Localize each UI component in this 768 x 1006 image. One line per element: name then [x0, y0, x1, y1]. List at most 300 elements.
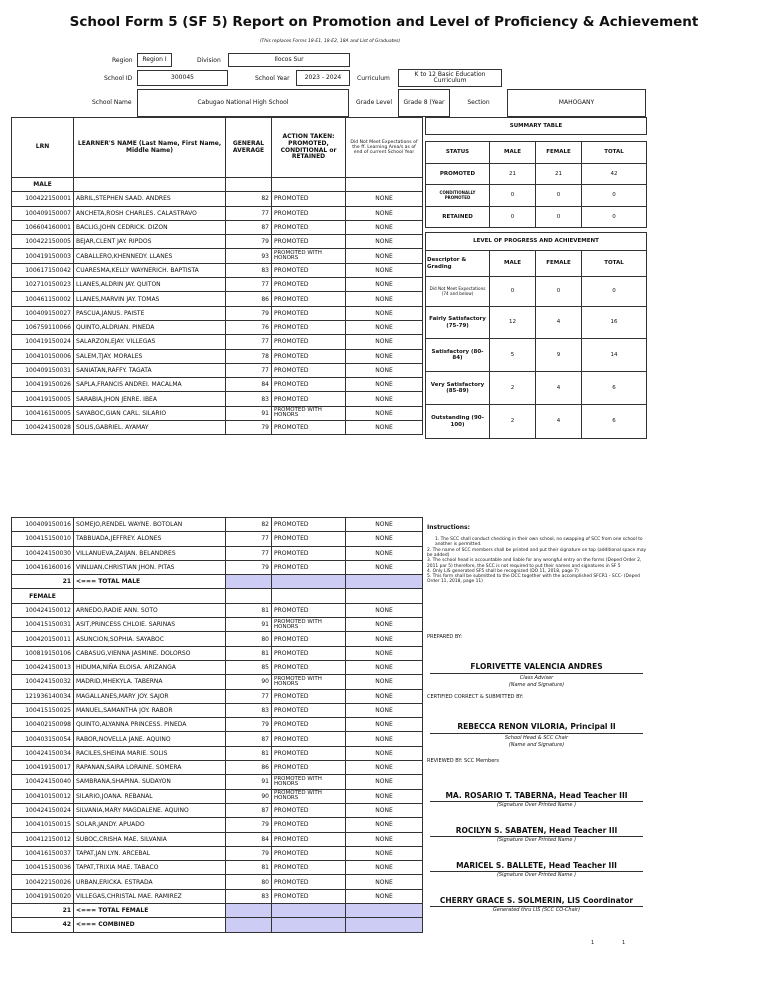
- learner-name: SALARZON,EJAY. VILLEGAS: [74, 335, 226, 349]
- head-line: [430, 733, 643, 734]
- total-female-row: [12, 904, 423, 918]
- learner-lrn: 100419150026: [12, 378, 74, 392]
- learner-action: PROMOTED: [272, 518, 346, 532]
- progress-total: 14: [582, 339, 647, 372]
- instruction-item: 4. Only LIS generated SF5 shall be recognized (DO 11, 2018, page 7): [427, 568, 579, 574]
- learner-lrn: 100410150006: [12, 349, 74, 363]
- learner-action: PROMOTED: [272, 349, 346, 363]
- learner-lrn: 121936140034: [12, 689, 74, 703]
- learner-not-met: NONE: [346, 560, 423, 574]
- learner-not-met: NONE: [346, 803, 423, 817]
- learner-average: 87: [226, 220, 272, 234]
- learner-lrn: 100424150028: [12, 421, 74, 435]
- combined-row: [12, 918, 423, 932]
- learner-row: [12, 861, 423, 875]
- learner-lrn: 100424150034: [12, 746, 74, 760]
- learner-not-met: NONE: [346, 220, 423, 234]
- learner-not-met: NONE: [346, 392, 423, 406]
- learner-name: TAPAT,TRIXIA MAE. TABACO: [74, 861, 226, 875]
- adviser-line: [430, 673, 643, 674]
- learner-action: PROMOTED: [272, 889, 346, 903]
- reviewed-label: REVIEWED BY: SCC Members: [427, 758, 499, 764]
- summary-status: CONDITIONALLY PROMOTED: [426, 185, 490, 207]
- learner-name: ANCHETA,ROSH CHARLES. CALASTRAVO: [74, 206, 226, 220]
- form-subtitle: (This replaces Forms 18-E1, 18-E2, 18A and List of Graduates): [259, 39, 401, 44]
- learner-action: PROMOTED: [272, 832, 346, 846]
- learner-average: 90: [226, 675, 272, 689]
- learner-action: PROMOTED WITH HONORS: [272, 789, 346, 803]
- col-lrn: LRN: [12, 118, 74, 178]
- progress-row: [426, 405, 647, 439]
- learner-action: PROMOTED: [272, 263, 346, 277]
- progress-female: 0: [536, 277, 582, 307]
- learner-not-met: NONE: [346, 718, 423, 732]
- page-total: 1: [622, 940, 626, 946]
- instruction-item: 5. This form shall be submitted to the DCC together with the accomplished SFCR1 - SCC- (Deped Order 11, 2018, page 11): [427, 574, 640, 585]
- learner-lrn: 100461150002: [12, 292, 74, 306]
- learner-not-met: NONE: [346, 306, 423, 320]
- school-name-label: School Name: [92, 99, 132, 106]
- learner-not-met: NONE: [346, 532, 423, 546]
- progress-total: 6: [582, 405, 647, 439]
- summary-total: 0: [582, 185, 647, 207]
- progress-male: 0: [490, 277, 536, 307]
- learner-name: QUINTO,ALYANNA PRINCESS. PINEDA: [74, 718, 226, 732]
- progress-male: 2: [490, 372, 536, 405]
- learner-lrn: 100415150031: [12, 618, 74, 632]
- progress-col-female: FEMALE: [536, 251, 582, 277]
- learner-row: [12, 292, 423, 306]
- learner-lrn: 100410150012: [12, 789, 74, 803]
- learner-average: 87: [226, 732, 272, 746]
- col-name: LEARNER'S NAME (Last Name, First Name, Middle Name): [74, 118, 226, 178]
- progress-row: [426, 339, 647, 372]
- learner-row: [12, 421, 423, 435]
- total-male-row-cell: [272, 575, 346, 589]
- learner-name: CABALLERO,KHENNEDY. LLANES: [74, 249, 226, 263]
- learner-row: [12, 761, 423, 775]
- learner-name: SAPLA,FRANCIS ANDREI. MACALMA: [74, 378, 226, 392]
- division-label: Division: [197, 57, 221, 64]
- division-field: Ilocos Sur: [228, 53, 350, 67]
- curriculum-field: K to 12 Basic Education Curriculum: [398, 69, 502, 87]
- learner-name: ASUNCION,SOPHIA. SAYABOC: [74, 632, 226, 646]
- scc-member-2-sub: (Signature Over Printed Name ): [496, 837, 577, 843]
- learner-not-met: NONE: [346, 378, 423, 392]
- learner-action: PROMOTED: [272, 206, 346, 220]
- learner-average: 86: [226, 292, 272, 306]
- learner-name: LLANES,MARVIN JAY. TOMAS: [74, 292, 226, 306]
- learner-lrn: 100422150026: [12, 875, 74, 889]
- learner-action: PROMOTED: [272, 278, 346, 292]
- learner-action: PROMOTED: [272, 646, 346, 660]
- learner-row: [12, 718, 423, 732]
- learner-lrn: 100415150010: [12, 532, 74, 546]
- total-male-row-cell: [346, 575, 423, 589]
- learner-average: 81: [226, 746, 272, 760]
- learner-lrn: 100402150098: [12, 718, 74, 732]
- learner-average: 83: [226, 392, 272, 406]
- learner-lrn: 100424150030: [12, 546, 74, 560]
- learner-lrn: 100419150005: [12, 392, 74, 406]
- learner-action: PROMOTED WITH HONORS: [272, 406, 346, 420]
- learner-average: 77: [226, 335, 272, 349]
- learner-row: [12, 546, 423, 560]
- learner-not-met: NONE: [346, 746, 423, 760]
- learner-name: SALEM,TJAY. MORALES: [74, 349, 226, 363]
- adviser-name: FLORIVETTE VALENCIA ANDRES: [470, 662, 603, 671]
- summary-col-female: FEMALE: [536, 142, 582, 164]
- female-group-row-cell: [272, 589, 346, 603]
- grade-level-field: Grade 8 (Year: [398, 89, 450, 117]
- progress-col-male: MALE: [490, 251, 536, 277]
- learner-average: 79: [226, 560, 272, 574]
- grade-level-label: Grade Level: [355, 98, 393, 106]
- page-number: 1: [591, 940, 595, 946]
- learner-average: 81: [226, 603, 272, 617]
- learner-not-met: NONE: [346, 789, 423, 803]
- learner-lrn: 106604160001: [12, 220, 74, 234]
- learner-lrn: 100410150015: [12, 818, 74, 832]
- learner-action: PROMOTED: [272, 378, 346, 392]
- learner-average: 91: [226, 618, 272, 632]
- learner-lrn: 100409150031: [12, 363, 74, 377]
- learner-average: 77: [226, 532, 272, 546]
- learner-not-met: NONE: [346, 263, 423, 277]
- learner-row: [12, 532, 423, 546]
- learner-row: [12, 235, 423, 249]
- learner-action: PROMOTED: [272, 235, 346, 249]
- progress-total: 16: [582, 307, 647, 339]
- progress-female: 4: [536, 307, 582, 339]
- learner-row: [12, 560, 423, 574]
- total-male-row-count: 21: [12, 575, 74, 589]
- learner-row: [12, 335, 423, 349]
- learner-average: 77: [226, 546, 272, 560]
- learner-row: [12, 306, 423, 320]
- learner-action: PROMOTED: [272, 818, 346, 832]
- learner-name: MADRID,MHEKYLA. TABERNA: [74, 675, 226, 689]
- learner-name: QUINTO,ALDRIAN. PINEDA: [74, 320, 226, 334]
- total-male-row: [12, 575, 423, 589]
- scc-member-2-name: ROCILYN S. SABATEN, Head Teacher III: [455, 826, 618, 835]
- col-action: ACTION TAKEN: PROMOTED, CONDITIONAL or RETAINED: [272, 118, 346, 178]
- learner-average: 77: [226, 689, 272, 703]
- learner-average: 79: [226, 718, 272, 732]
- learners-table-part1: [11, 117, 423, 435]
- progress-row: [426, 277, 647, 307]
- learner-row: [12, 818, 423, 832]
- summary-female: 21: [536, 164, 582, 185]
- learner-not-met: NONE: [346, 875, 423, 889]
- learner-name: SANIATAN,RAFFY. TAGATA: [74, 363, 226, 377]
- learner-lrn: 100424150032: [12, 675, 74, 689]
- learner-action: PROMOTED: [272, 732, 346, 746]
- learner-name: URBAN,ERICKA. ESTRADA: [74, 875, 226, 889]
- learner-action: PROMOTED: [272, 761, 346, 775]
- progress-desc: Did Not Meet Expectations (74 and below): [426, 277, 490, 307]
- learner-not-met: NONE: [346, 703, 423, 717]
- learner-not-met: NONE: [346, 192, 423, 206]
- progress-row: [426, 307, 647, 339]
- learner-lrn: 100419150003: [12, 249, 74, 263]
- learner-action: PROMOTED: [272, 861, 346, 875]
- male-group-label: MALE: [12, 178, 74, 192]
- learner-row: [12, 192, 423, 206]
- learner-action: PROMOTED: [272, 292, 346, 306]
- learner-action: PROMOTED: [272, 689, 346, 703]
- learner-action: PROMOTED WITH HONORS: [272, 618, 346, 632]
- learner-row: [12, 220, 423, 234]
- instructions: [427, 524, 647, 585]
- learner-name: SAYABOC,GIAN CARL. SILARIO: [74, 406, 226, 420]
- progress-col-total: TOTAL: [582, 251, 647, 277]
- learner-row: [12, 632, 423, 646]
- learner-name: RAPANAN,SAIRA LORAINE. SOMERA: [74, 761, 226, 775]
- scc-member-3-name: MARICEL S. BALLETE, Head Teacher III: [456, 861, 617, 870]
- learner-lrn: 100416160016: [12, 560, 74, 574]
- learner-action: PROMOTED: [272, 875, 346, 889]
- learner-action: PROMOTED: [272, 363, 346, 377]
- learner-lrn: 106759110066: [12, 320, 74, 334]
- learner-name: PASCUA,JANUS. PAISTE: [74, 306, 226, 320]
- summary-title: SUMMARY TABLE: [426, 118, 647, 135]
- progress-male: 2: [490, 405, 536, 439]
- learner-name: RACILES,SHEINA MARIE. SOLIS: [74, 746, 226, 760]
- learner-action: PROMOTED: [272, 746, 346, 760]
- learner-action: PROMOTED: [272, 846, 346, 860]
- learner-lrn: 100416150037: [12, 846, 74, 860]
- learner-average: 79: [226, 235, 272, 249]
- learner-name: MAGALLANES,MARY JOY. SAJOR: [74, 689, 226, 703]
- summary-col-status: STATUS: [426, 142, 490, 164]
- summary-male: 0: [490, 185, 536, 207]
- learner-action: PROMOTED: [272, 703, 346, 717]
- progress-row: [426, 372, 647, 405]
- learner-row: [12, 803, 423, 817]
- progress-desc: Outstanding (90-100): [426, 405, 490, 439]
- learner-row: [12, 278, 423, 292]
- total-female-row-cell: [226, 904, 272, 918]
- learners-table-part2: [11, 517, 423, 933]
- col-not-met: Did Not Meet Expectations of the ff. Learning Area/s as of end of current School Year: [346, 118, 423, 178]
- form-title: School Form 5 (SF 5) Report on Promotion and Level of Proficiency & Achievement: [69, 14, 699, 30]
- learner-not-met: NONE: [346, 646, 423, 660]
- learner-name: VINLUAN,CHRISTIAN JHON. PITAS: [74, 560, 226, 574]
- learner-not-met: NONE: [346, 235, 423, 249]
- head-name: REBECCA RENON VILORIA, Principal II: [457, 722, 616, 731]
- learner-lrn: 100415150025: [12, 703, 74, 717]
- summary-status: PROMOTED: [426, 164, 490, 185]
- scc-member-1-sub: (Signature Over Printed Name ): [496, 802, 577, 808]
- progress-desc: Fairly Satisfactory (75-79): [426, 307, 490, 339]
- progress-female: 4: [536, 405, 582, 439]
- learner-action: PROMOTED: [272, 560, 346, 574]
- learner-row: [12, 832, 423, 846]
- learner-average: 78: [226, 349, 272, 363]
- learner-average: 83: [226, 263, 272, 277]
- learner-lrn: 100403150054: [12, 732, 74, 746]
- summary-row: [426, 164, 647, 185]
- total-male-row-label: <=== TOTAL MALE: [74, 575, 226, 589]
- learner-name: SUBOC,CRISHA MAE. SILVANIA: [74, 832, 226, 846]
- region-field: Region I: [137, 53, 172, 67]
- combined-row-cell: [346, 918, 423, 932]
- learner-row: [12, 775, 423, 789]
- learner-not-met: NONE: [346, 335, 423, 349]
- combined-row-count: 42: [12, 918, 74, 932]
- learner-name: SAMBRANA,SHAPINA. SUDAYON: [74, 775, 226, 789]
- progress-male: 12: [490, 307, 536, 339]
- instruction-item: 1. The SCC shall conduct checking in their own school, no swapping of SCC from one school to another is permitted.: [435, 537, 643, 548]
- learner-average: 77: [226, 363, 272, 377]
- learner-lrn: 100416150005: [12, 406, 74, 420]
- learner-name: SOMEJO,RENDEL WAYNE. BOTOLAN: [74, 518, 226, 532]
- learner-not-met: NONE: [346, 603, 423, 617]
- learner-name: BEJAR,CLENT JAY. RIPDOS: [74, 235, 226, 249]
- learner-lrn: 100409150027: [12, 306, 74, 320]
- progress-col-desc: Descriptor & Grading: [426, 251, 490, 277]
- female-group-row-label: FEMALE: [12, 589, 74, 603]
- female-group-row-cell: [346, 589, 423, 603]
- combined-row-cell: [226, 918, 272, 932]
- learner-name: VILLEGAS,CHRISTAL MAE. RAMIREZ: [74, 889, 226, 903]
- learner-row: [12, 263, 423, 277]
- learner-row: [12, 875, 423, 889]
- learner-name: MANUEL,SAMANTHA JOY. RABOR: [74, 703, 226, 717]
- learner-action: PROMOTED: [272, 335, 346, 349]
- learner-name: SILVANIA,MARY MAGDALENE. AQUINO: [74, 803, 226, 817]
- learner-not-met: NONE: [346, 846, 423, 860]
- female-group-row-cell: [226, 589, 272, 603]
- learner-lrn: 100412150012: [12, 832, 74, 846]
- learner-lrn: 100419150024: [12, 335, 74, 349]
- total-male-row-cell: [226, 575, 272, 589]
- learner-average: 76: [226, 320, 272, 334]
- learner-average: 82: [226, 192, 272, 206]
- learner-average: 86: [226, 761, 272, 775]
- learner-lrn: 100419150020: [12, 889, 74, 903]
- summary-table: [425, 117, 647, 439]
- learner-average: 85: [226, 660, 272, 674]
- learner-not-met: NONE: [346, 632, 423, 646]
- learner-lrn: 100420150011: [12, 632, 74, 646]
- progress-title: LEVEL OF PROGRESS AND ACHIEVEMENT: [426, 233, 647, 251]
- learner-row: [12, 646, 423, 660]
- learner-action: PROMOTED: [272, 532, 346, 546]
- scc-member-4-name: CHERRY GRACE S. SOLMERIN, LIS Coordinator: [439, 896, 634, 905]
- learner-not-met: NONE: [346, 546, 423, 560]
- total-female-row-cell: [346, 904, 423, 918]
- learner-action: PROMOTED: [272, 220, 346, 234]
- learner-not-met: NONE: [346, 206, 423, 220]
- combined-row-cell: [272, 918, 346, 932]
- learner-row: [12, 703, 423, 717]
- summary-row: [426, 207, 647, 228]
- learner-row: [12, 660, 423, 674]
- learner-average: 82: [226, 518, 272, 532]
- learner-name: HIDUMA,NIÑA ELOISA. ARIZANGA: [74, 660, 226, 674]
- progress-desc: Satisfactory (80-84): [426, 339, 490, 372]
- learner-row: [12, 789, 423, 803]
- learner-name: CABASUG,VIENNA JASMINE. DOLORSO: [74, 646, 226, 660]
- section-field: MAHOGANY: [507, 89, 646, 117]
- total-female-row-label: <=== TOTAL FEMALE: [74, 904, 226, 918]
- school-name-field: Cabugao National High School: [137, 89, 349, 117]
- school-year-field: 2023 - 2024: [296, 70, 350, 86]
- prepared-by-label: PREPARED BY:: [427, 634, 463, 640]
- head-role: School Head & SCC Chair: [504, 735, 569, 741]
- learner-lrn: 100424150040: [12, 775, 74, 789]
- learner-name: RABOR,NOVELLA JANE. AQUINO: [74, 732, 226, 746]
- learner-average: 91: [226, 775, 272, 789]
- school-id-field: 300045: [137, 70, 228, 86]
- learner-lrn: 100424150013: [12, 660, 74, 674]
- scc-member-3-sub: (Signature Over Printed Name ): [496, 872, 577, 878]
- adviser-sub: (Name and Signature): [508, 682, 565, 688]
- learner-row: [12, 406, 423, 420]
- learner-row: [12, 889, 423, 903]
- learner-not-met: NONE: [346, 689, 423, 703]
- scc-member-1-name: MA. ROSARIO T. TABERNA, Head Teacher III: [445, 791, 628, 800]
- curriculum-label: Curriculum: [357, 75, 390, 82]
- combined-row-label: <=== COMBINED: [74, 918, 226, 932]
- learner-not-met: NONE: [346, 775, 423, 789]
- learner-not-met: NONE: [346, 363, 423, 377]
- progress-male: 5: [490, 339, 536, 372]
- learner-name: LLANES,ALDRIN JAY. QUITON: [74, 278, 226, 292]
- learner-action: PROMOTED WITH HONORS: [272, 249, 346, 263]
- progress-female: 4: [536, 372, 582, 405]
- learner-row: [12, 392, 423, 406]
- learner-not-met: NONE: [346, 889, 423, 903]
- learner-average: 80: [226, 632, 272, 646]
- learner-row: [12, 518, 423, 532]
- school-year-label: School Year: [255, 75, 290, 82]
- learner-average: 84: [226, 832, 272, 846]
- learner-row: [12, 320, 423, 334]
- learner-average: 77: [226, 278, 272, 292]
- learner-action: PROMOTED WITH HONORS: [272, 775, 346, 789]
- progress-total: 6: [582, 372, 647, 405]
- summary-male: 0: [490, 207, 536, 228]
- head-sub: (Name and Signature): [508, 742, 565, 748]
- learner-action: PROMOTED: [272, 306, 346, 320]
- learner-row: [12, 689, 423, 703]
- learner-name: SOLAR,JANDY. APUADO: [74, 818, 226, 832]
- learner-not-met: NONE: [346, 421, 423, 435]
- learner-average: 81: [226, 646, 272, 660]
- learner-average: 79: [226, 306, 272, 320]
- male-group-row: [12, 178, 423, 192]
- learner-not-met: NONE: [346, 249, 423, 263]
- learner-name: SARABIA,JHON JENRE. IBEA: [74, 392, 226, 406]
- learner-action: PROMOTED: [272, 421, 346, 435]
- learner-row: [12, 618, 423, 632]
- learner-row: [12, 732, 423, 746]
- learner-name: VILLANUEVA,ZAIJAN. BELANDRES: [74, 546, 226, 560]
- learner-name: ABRIL,STEPHEN SAAD. ANDRES: [74, 192, 226, 206]
- learner-not-met: NONE: [346, 818, 423, 832]
- female-group-row: [12, 589, 423, 603]
- learner-average: 91: [226, 406, 272, 420]
- learner-action: PROMOTED: [272, 660, 346, 674]
- learner-not-met: NONE: [346, 349, 423, 363]
- learner-average: 79: [226, 421, 272, 435]
- learner-action: PROMOTED WITH HONORS: [272, 675, 346, 689]
- learner-lrn: 100424150024: [12, 803, 74, 817]
- learner-lrn: 100422150005: [12, 235, 74, 249]
